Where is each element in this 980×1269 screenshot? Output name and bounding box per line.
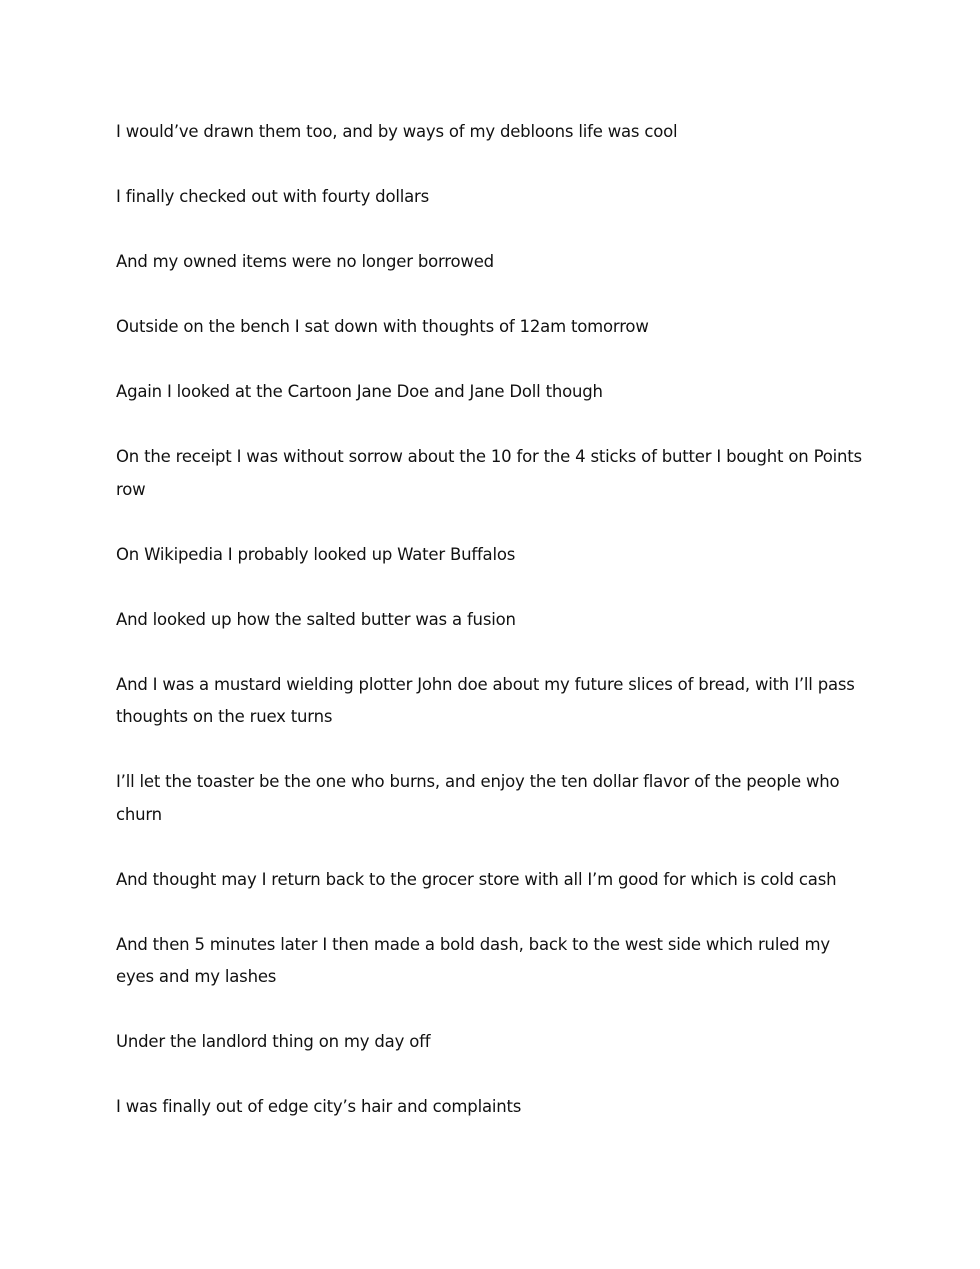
paragraph: And I was a mustard wielding plotter John doe about my future slices of bread, with I’ll pass thoughts on the ruex turns [116, 674, 855, 726]
paragraph: Again I looked at the Cartoon Jane Doe and Jane Doll though [116, 382, 603, 401]
paragraph: I finally checked out with fourty dollars [116, 187, 430, 206]
paragraph: And then 5 minutes later I then made a bold dash, back to the west side which ruled my eyes and my lashes [116, 934, 830, 986]
paragraph: And my owned items were no longer borrowed [116, 252, 494, 271]
paragraph: On Wikipedia I probably looked up Water Buffalos [116, 544, 516, 564]
paragraph: I would’ve drawn them too, and by ways of my debloons life was cool [116, 122, 678, 141]
paragraph: Under the landlord thing on my day off [116, 1032, 431, 1051]
paragraph: I’ll let the toaster be the one who burns, and enjoy the ten dollar flavor of the people who churn [116, 772, 840, 824]
document-body [116, 116, 866, 1156]
paragraph: And looked up how the salted butter was a fusion [116, 609, 516, 629]
paragraph: On the receipt I was without sorrow about the 10 for the 4 sticks of butter I bought on Points row [116, 447, 862, 499]
paragraph: And thought may I return back to the grocer store with all I’m good for which is cold cash [116, 869, 837, 889]
paragraph: I was finally out of edge city’s hair and complaints [116, 1097, 522, 1116]
paragraph: Outside on the bench I sat down with thoughts of 12am tomorrow [116, 317, 649, 336]
